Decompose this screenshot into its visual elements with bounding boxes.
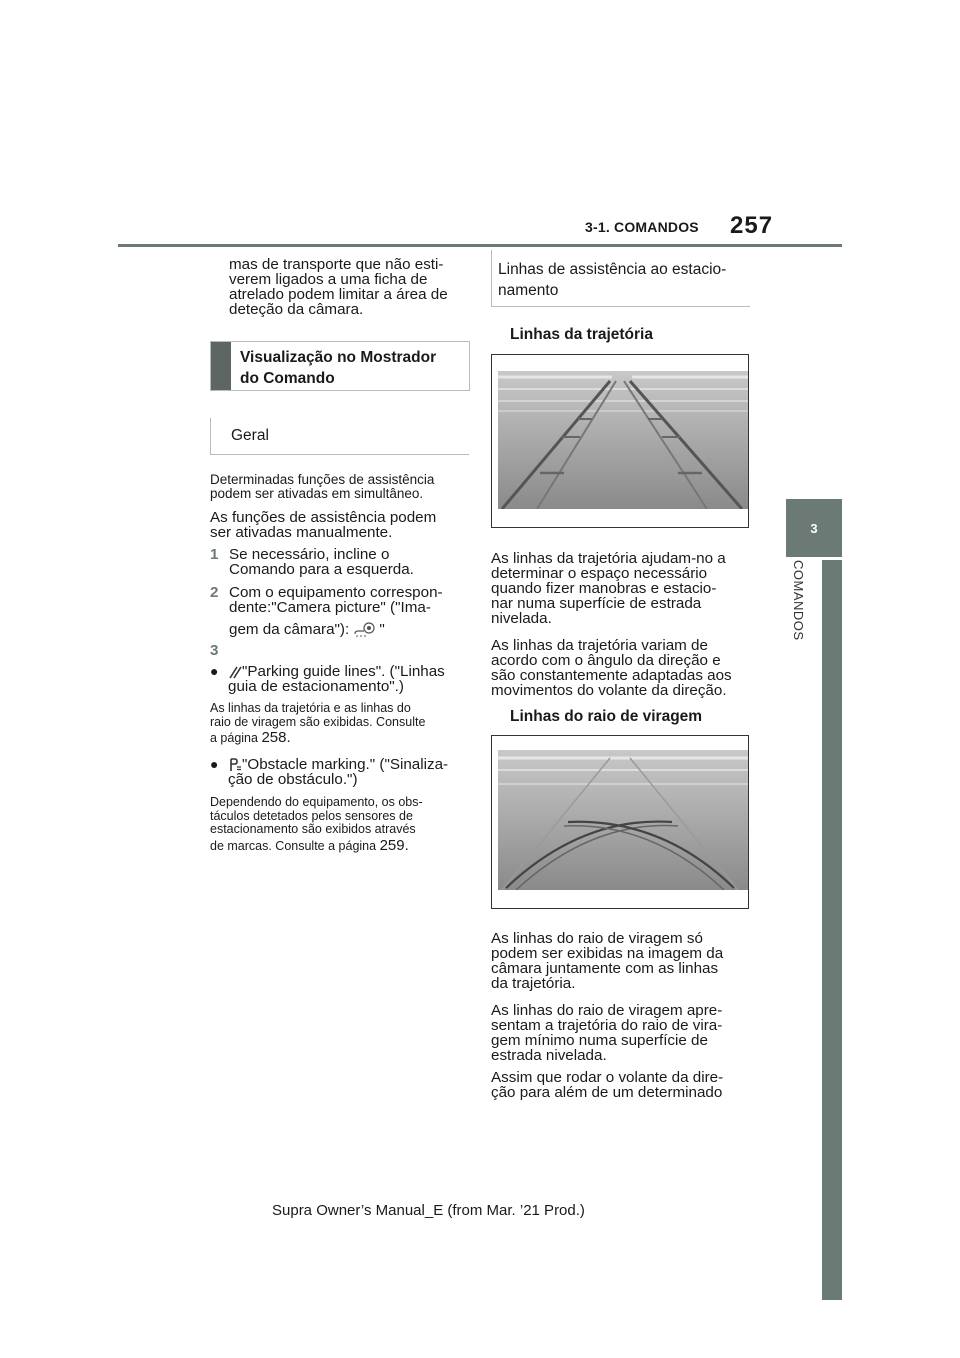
section-title: 3-1. COMANDOS [585, 219, 699, 235]
heading-trajectory-lines: Linhas da trajetória [510, 326, 653, 343]
paragraph: As linhas da trajetória ajudam-no a determinar o espaço necessário quando fizer manobras e estacio- nar numa superfície de estrada nivelada. [491, 550, 726, 627]
note-obstacle: Dependendo do equipamento, os obs- táculos detetados pelos sensores de estacionamento são exibidos através de marcas. Consulte a página 259. [210, 795, 423, 854]
parking-lines-icon [228, 665, 242, 679]
paragraph: Assim que rodar o volante da dire- ção para além de um determinado [491, 1069, 724, 1101]
subsection-heading: Geral [210, 418, 469, 455]
figure-turning-radius-lines [491, 735, 749, 909]
footer-manual-title: Supra Owner’s Manual_E (from Mar. ’21 Prod.) [272, 1202, 585, 1219]
heading-bar [211, 342, 231, 390]
turning-radius-illustration [492, 736, 748, 908]
heading-turning-radius-lines: Linhas do raio de viragem [510, 708, 703, 725]
chapter-side-rule [822, 560, 842, 1300]
bullet-dot: ● [210, 663, 219, 679]
section-heading: Visualização no Mostrador do Comando [210, 341, 470, 391]
obstacle-marking-icon [228, 758, 242, 772]
note-trajectory: As linhas da trajetória e as linhas do raio de viragem são exibidas. Consulte a página 258. [210, 701, 426, 746]
intro-text: mas de transporte que não esti- verem ligados a uma ficha de atrelado podem limitar a área de deteção da câmara. [229, 256, 448, 318]
paragraph: As linhas do raio de viragem apre- sentam a trajetória do raio de vira- gem mínimo numa superfície de estrada nivelada. [491, 1002, 723, 1064]
chapter-tab: 3 [786, 499, 842, 557]
trajectory-lines-illustration [492, 355, 748, 527]
header-rule [118, 244, 842, 247]
step-3-number: 3 [210, 642, 219, 659]
figure-trajectory-lines [491, 354, 749, 528]
chapter-label: COMANDOS [791, 560, 806, 641]
paragraph: As linhas da trajetória variam de acordo com o ângulo da direção e são constantemente adaptadas aos movimentos do volante da direção. [491, 637, 732, 699]
paragraph: Determinadas funções de assistência podem ser ativadas em simultâneo. [210, 472, 435, 501]
camera-icon [353, 621, 379, 639]
paragraph: As funções de assistência podem ser ativadas manualmente. [210, 509, 437, 541]
subsection-heading: Linhas de assistência ao estacio- namento [491, 250, 750, 307]
bullet-dot: ● [210, 756, 219, 772]
page-number: 257 [730, 212, 774, 239]
paragraph: As linhas do raio de viragem só podem ser exibidas na imagem da câmara juntamente com as linhas da trajetória. [491, 930, 724, 992]
